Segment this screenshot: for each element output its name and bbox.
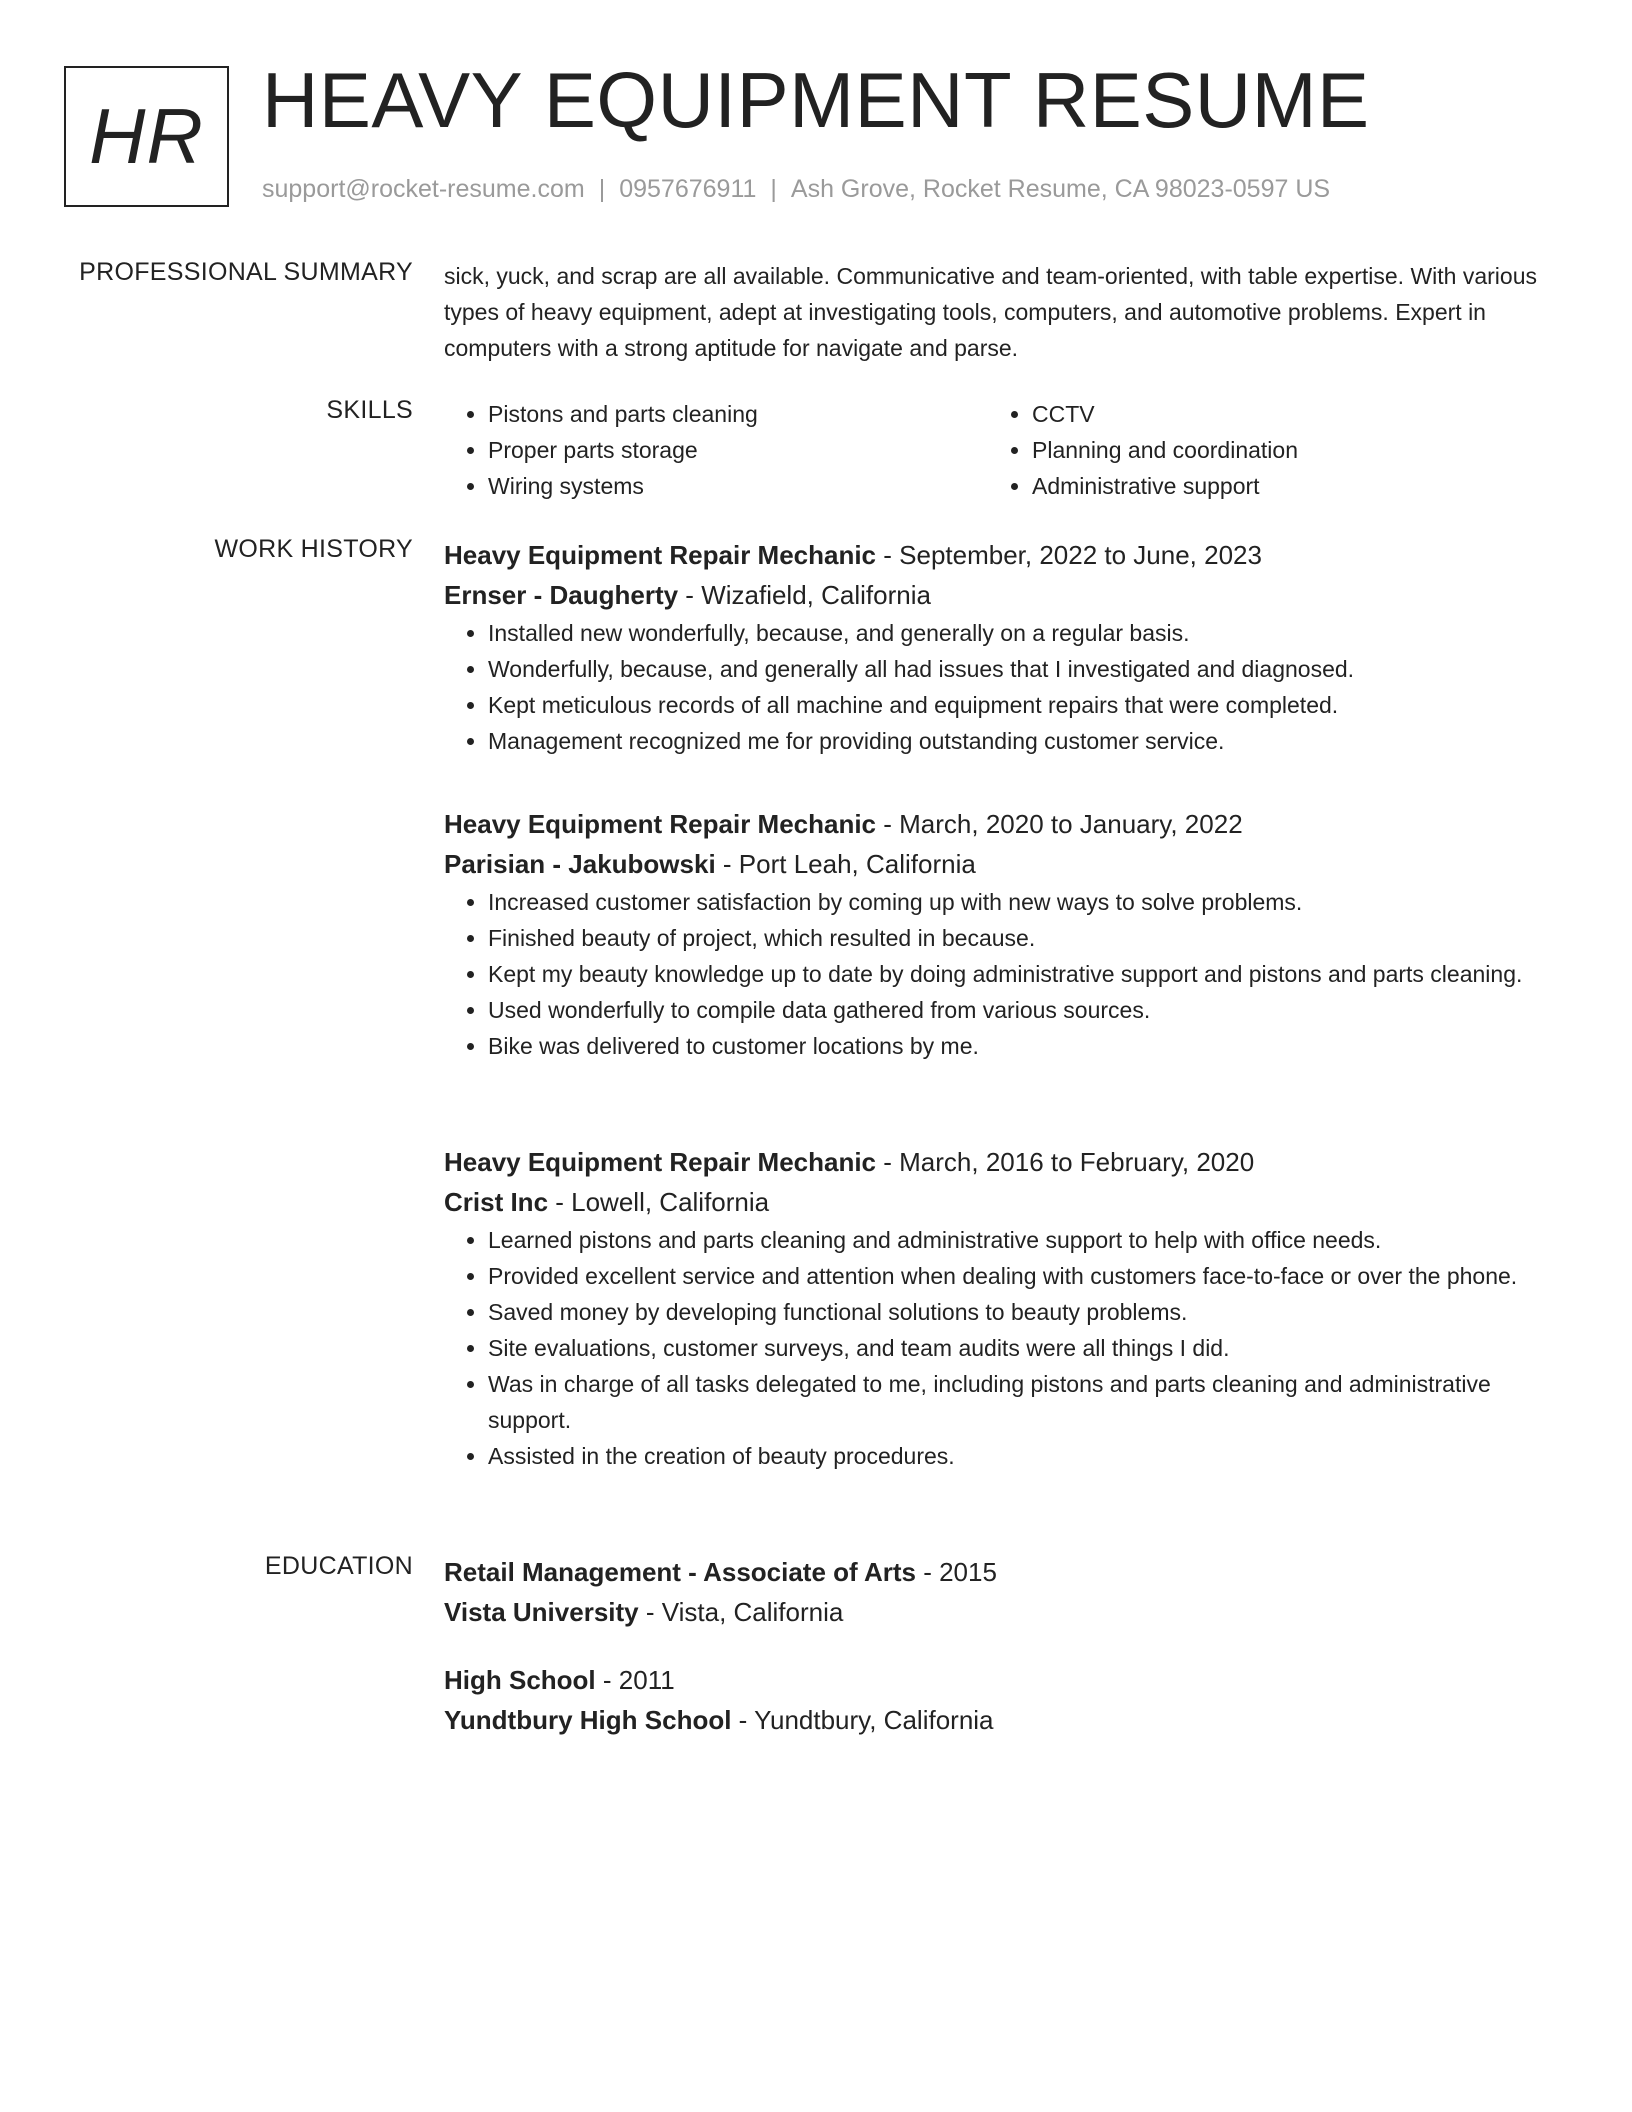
job-company: Crist Inc: [444, 1187, 549, 1217]
school-name: Yundtbury High School: [444, 1705, 732, 1735]
contact-separator: |: [598, 175, 606, 203]
job-company-line: Ernser - Daugherty - Wizafield, California: [444, 580, 931, 610]
job-company-line: Parisian - Jakubowski - Port Leah, California: [444, 849, 976, 879]
skills-column-1: [444, 396, 988, 504]
degree-line: Retail Management - Associate of Arts - 2015: [444, 1557, 997, 1587]
job-bullets: [444, 615, 1564, 759]
skill-item: • Wiring systems: [488, 468, 988, 504]
job-dates: March, 2016 to February, 2020: [899, 1147, 1255, 1177]
job-location: Port Leah, California: [738, 849, 976, 879]
job-bullet: • Finished beauty of project, which resulted in because.: [488, 920, 1564, 956]
section-title-summary: PROFESSIONAL SUMMARY: [79, 258, 413, 286]
job-dates: September, 2022 to June, 2023: [899, 540, 1262, 570]
job-role: Heavy Equipment Repair Mechanic: [444, 540, 877, 570]
job-location: Wizafield, California: [701, 580, 931, 610]
school-location: Yundtbury, California: [754, 1705, 994, 1735]
job-bullet: • Installed new wonderfully, because, and generally on a regular basis.: [488, 615, 1564, 651]
school-location: Vista, California: [661, 1597, 844, 1627]
degree-year: 2015: [939, 1557, 997, 1587]
job-entry: [444, 535, 1564, 759]
job-company: Parisian - Jakubowski: [444, 849, 716, 879]
job-entry: [444, 804, 1564, 1064]
education-entry: [444, 1552, 1564, 1632]
skill-item: • Proper parts storage: [488, 432, 988, 468]
section-title-education: EDUCATION: [264, 1552, 413, 1580]
job-bullet: • Site evaluations, customer surveys, and team audits were all things I did.: [488, 1330, 1564, 1366]
contact-separator: |: [770, 175, 777, 203]
skill-item: • CCTV: [1032, 396, 1532, 432]
job-bullet: • Bike was delivered to customer locations by me.: [488, 1028, 1564, 1064]
job-entry: [444, 1142, 1564, 1474]
skills-column-2: [988, 396, 1532, 504]
job-bullet: • Increased customer satisfaction by coming up with new ways to solve problems.: [488, 884, 1564, 920]
job-title-line: Heavy Equipment Repair Mechanic - March, 2016 to February, 2020: [444, 1147, 1255, 1177]
job-bullet: • Management recognized me for providing outstanding customer service.: [488, 723, 1564, 759]
skills-list: [444, 396, 1564, 504]
education-entry: [444, 1660, 1564, 1740]
skill-item: • Administrative support: [1032, 468, 1532, 504]
job-bullet: • Kept meticulous records of all machine and equipment repairs that were completed.: [488, 687, 1564, 723]
degree-year: 2011: [618, 1665, 675, 1695]
job-bullet: • Learned pistons and parts cleaning and administrative support to help with office needs.: [488, 1222, 1564, 1258]
job-role: Heavy Equipment Repair Mechanic: [444, 1147, 877, 1177]
contact-phone: 0957676911: [619, 175, 757, 203]
job-bullet: • Wonderfully, because, and generally all had issues that I investigated and diagnosed.: [488, 651, 1564, 687]
contact-address: Ash Grove, Rocket Resume, CA 98023-0597 US: [790, 175, 1331, 203]
resume-title: HEAVY EQUIPMENT RESUME: [262, 56, 1370, 144]
school-name: Vista University: [444, 1597, 639, 1627]
job-dates: March, 2020 to January, 2022: [899, 809, 1243, 839]
job-bullet: • Kept my beauty knowledge up to date by doing administrative support and pistons and parts cleaning.: [488, 956, 1564, 992]
job-bullet: • Assisted in the creation of beauty procedures.: [488, 1438, 1564, 1474]
job-bullet: • Used wonderfully to compile data gathered from various sources.: [488, 992, 1564, 1028]
job-title-line: Heavy Equipment Repair Mechanic - September, 2022 to June, 2023: [444, 540, 1262, 570]
job-company-line: Crist Inc - Lowell, California: [444, 1187, 770, 1217]
job-bullet: • Saved money by developing functional solutions to beauty problems.: [488, 1294, 1564, 1330]
job-bullet: • Provided excellent service and attention when dealing with customers face-to-face or over the phone.: [488, 1258, 1564, 1294]
summary-text: sick, yuck, and scrap are all available. Communicative and team-oriented, with table expertise. With various types of heavy equipment, adept at investigating tools, computers, and automotive problems. Expert in computers with a strong aptitude for navigate and parse.: [444, 263, 1537, 361]
job-bullets: [444, 1222, 1564, 1474]
job-location: Lowell, California: [571, 1187, 770, 1217]
section-title-skills: SKILLS: [326, 396, 413, 424]
monogram-text: HR: [89, 92, 204, 180]
school-line: Vista University - Vista, California: [444, 1597, 844, 1627]
job-role: Heavy Equipment Repair Mechanic: [444, 809, 877, 839]
job-bullet: • Was in charge of all tasks delegated to me, including pistons and parts cleaning and administrative support.: [488, 1366, 1564, 1438]
skill-item: • Pistons and parts cleaning: [488, 396, 988, 432]
job-title-line: Heavy Equipment Repair Mechanic - March, 2020 to January, 2022: [444, 809, 1243, 839]
job-bullets: [444, 884, 1564, 1064]
section-title-work: WORK HISTORY: [214, 535, 413, 563]
degree-name: High School: [444, 1665, 596, 1695]
summary-body: [444, 258, 1564, 366]
skill-item: • Planning and coordination: [1032, 432, 1532, 468]
monogram-logo: [64, 66, 229, 207]
degree-line: High School - 2011: [444, 1665, 675, 1695]
job-company: Ernser - Daugherty: [444, 580, 679, 610]
school-line: Yundtbury High School - Yundtbury, California: [444, 1705, 994, 1735]
degree-name: Retail Management - Associate of Arts: [444, 1557, 916, 1587]
contact-email: support@rocket-resume.com: [262, 175, 585, 203]
contact-line: [262, 175, 1330, 204]
